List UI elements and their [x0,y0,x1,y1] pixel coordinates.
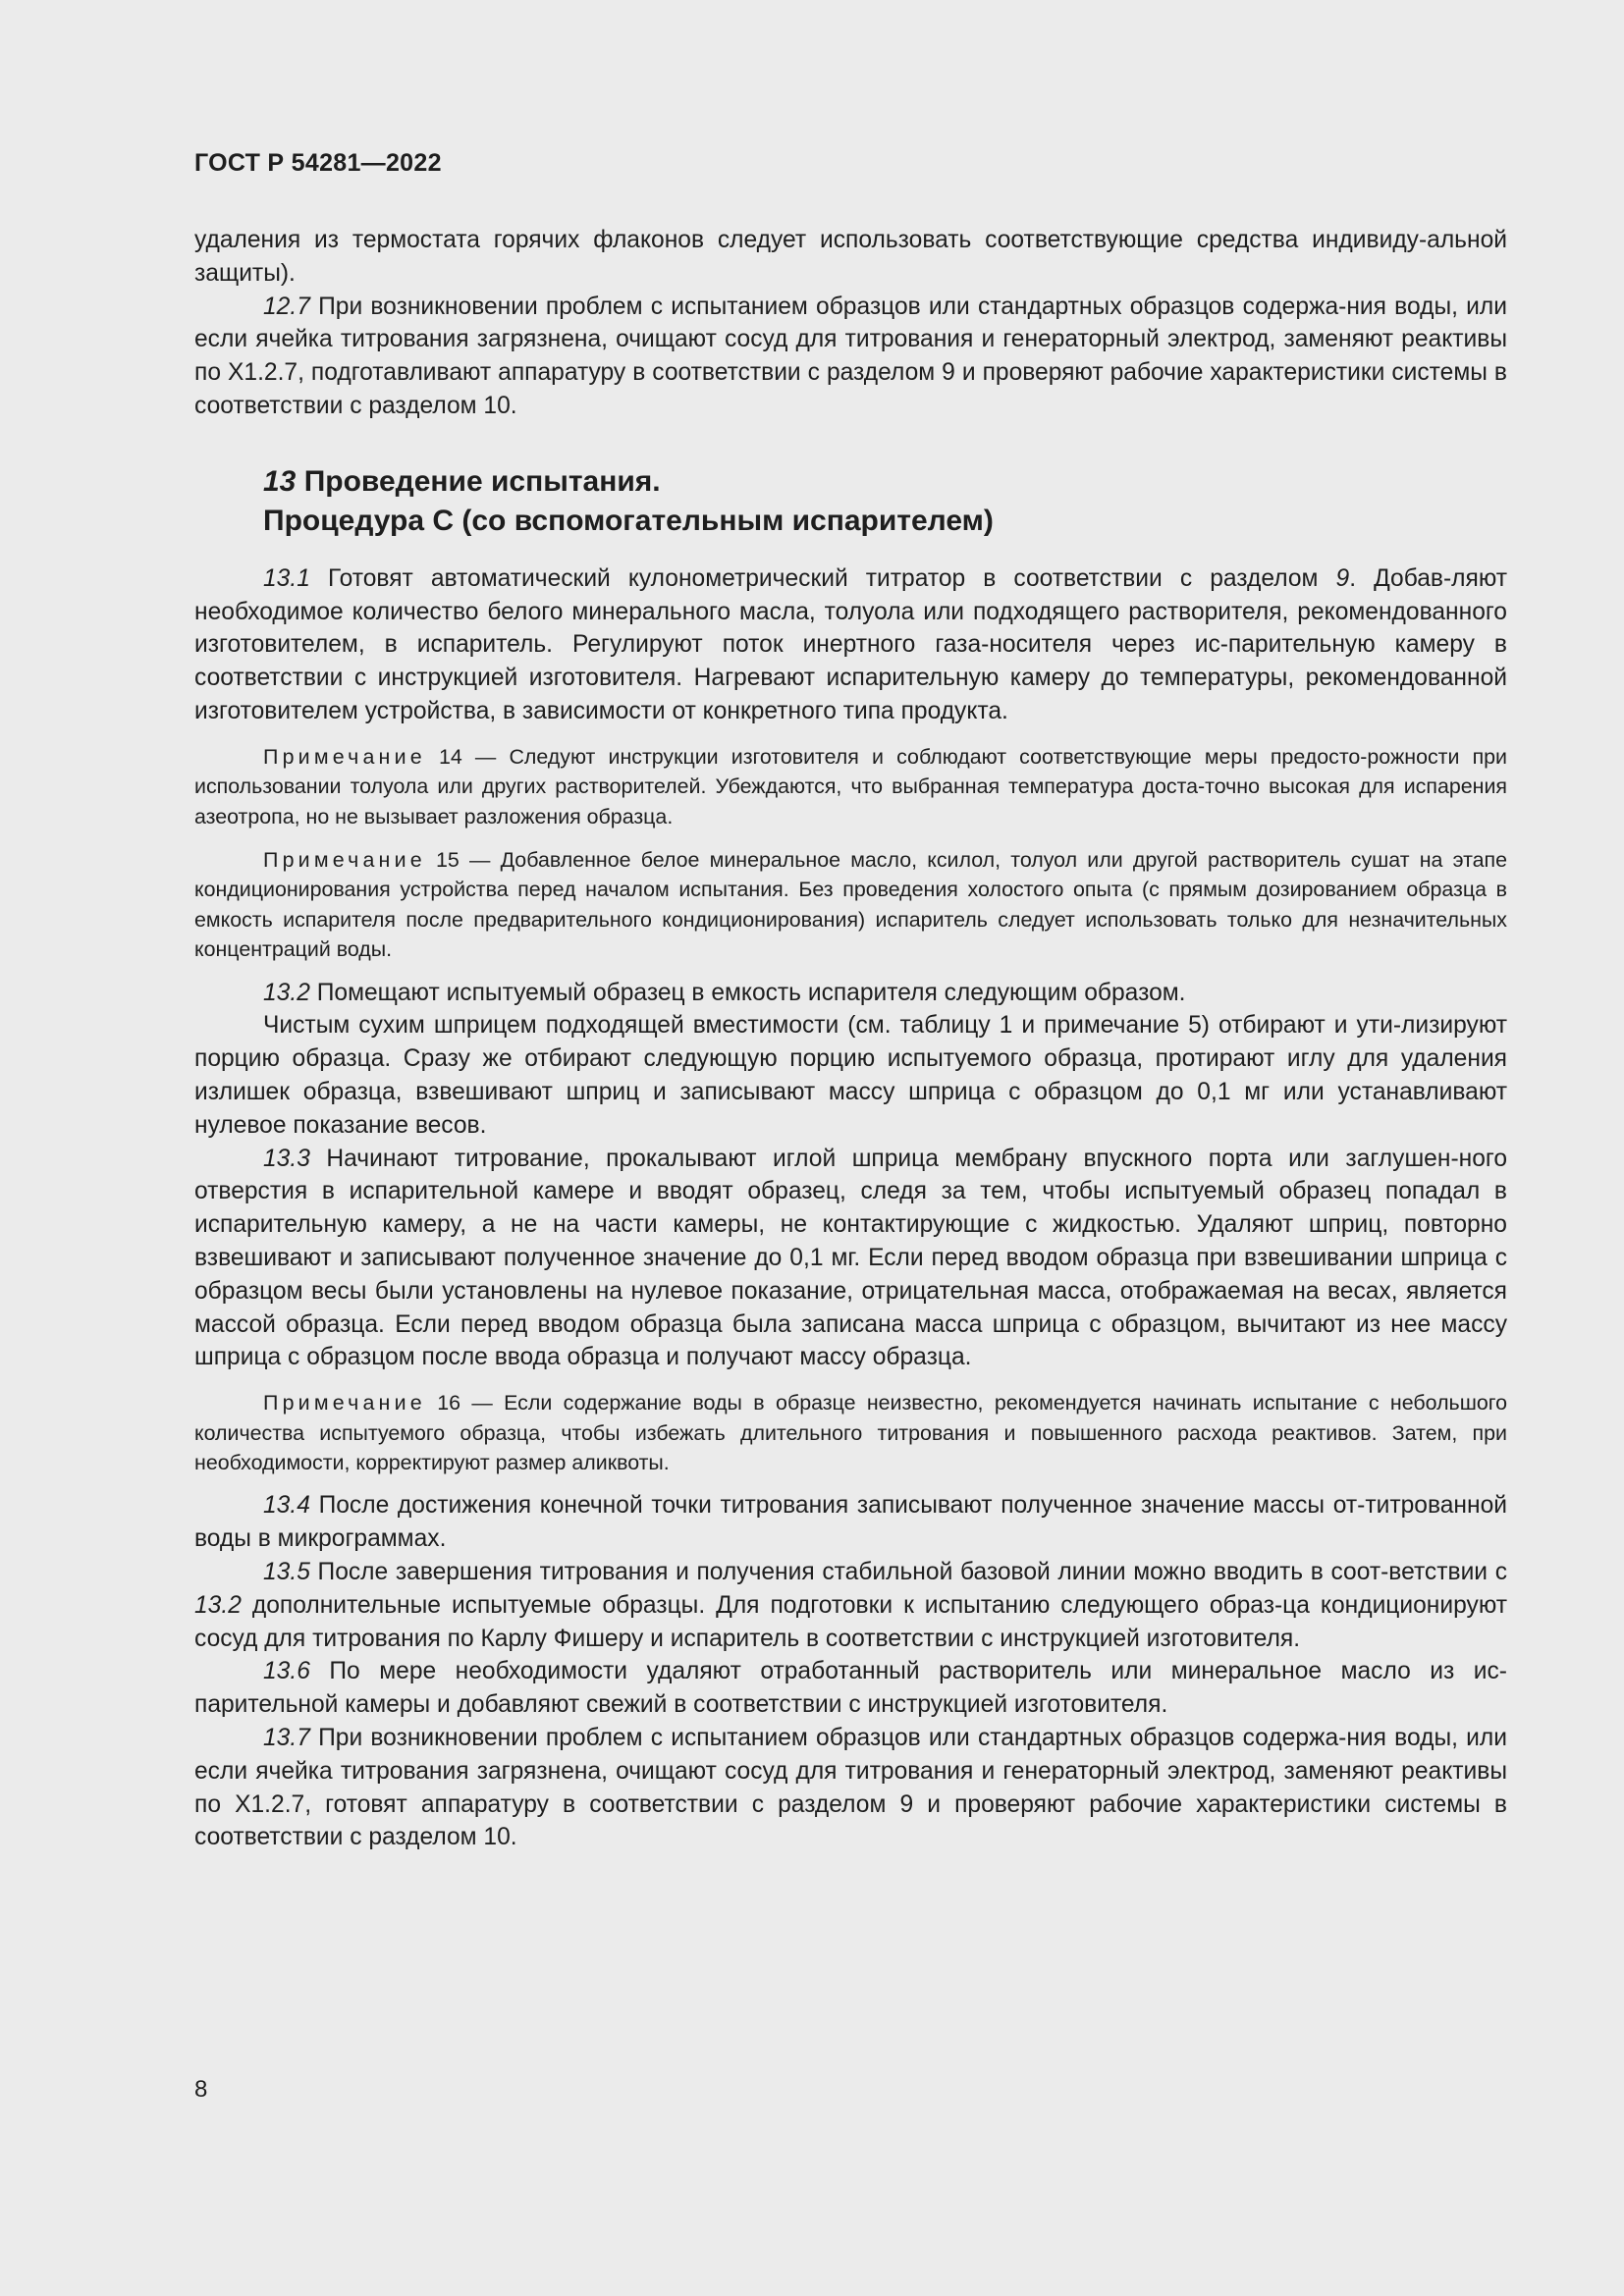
clause-13-1 [194,562,1507,728]
section-reference: 9 [1335,564,1350,592]
clause-13-6 [194,1655,1507,1722]
note-16 [194,1388,1507,1477]
clause-text: При возникновении проблем с испытанием образцов или стандартных образцов содержа-ния воды, или если ячейка титрования загрязнена, очищают сосуд для титрования и генераторный электрод, заменяют реактивы по Х1.2.7, подготавливают аппаратуру в соответствии с разделом 9 и проверяют рабочие характеристики системы в соответствии с разделом 10. [194,293,1507,419]
clause-text: Помещают испытуемый образец в емкость испарителя следующим образом. [309,979,1186,1006]
page-number: 8 [194,2076,208,2103]
clause-number: 13.4 [263,1492,310,1520]
clause-13-5 [194,1556,1507,1655]
clause-number: 13.6 [263,1658,310,1685]
document-code-header: ГОСТ Р 54281—2022 [194,149,442,177]
note-text: 14 — Следуют инструкции изготовителя и соблюдают соответствующие меры предосто-рожности при использовании толуола или других растворителей. Убеждаются, что выбранная температура доста-точно высокая для испарения азеотропа, но не вызывает разложения образца. [194,744,1507,828]
note-15 [194,845,1507,965]
section-title-text: Проведение испытания. [296,464,661,498]
clause-text: Начинают титрование, прокалывают иглой шприца мембрану впускного порта или заглушен-ного отверстия в испарительной камере и вводят образец, следя за тем, чтобы испытуемый образец попадал в испарительную камеру, а не на части камеры, не контактирующие с жидкостью. Удаляют шприц, повторно взвешивают и записывают полученное значение до 0,1 мг. Если перед вводом образца при взвешивании шприца с образцом весы были установлены на нулевое показание, отрицательная масса, отображаемая на весах, является массой образца. Если перед вводом образца была записана масса шприца с образцом, вычитают из нее массу шприца с образцом после ввода образца и получают массу образца. [194,1145,1507,1371]
clause-13-4 [194,1489,1507,1556]
clause-number: 13.3 [263,1145,310,1172]
section-heading-line-1 [263,462,1507,502]
clause-text: По мере необходимости удаляют отработанный растворитель или минеральное масло из ис-парительной камеры и добавляют свежий в соответствии с инструкцией изготовителя. [194,1658,1507,1719]
clause-number: 13.7 [263,1724,310,1751]
clause-13-7 [194,1722,1507,1854]
document-body [194,224,1507,1854]
clause-text: После завершения титрования и получения стабильной базовой линии можно вводить в соот-ветствии с [309,1558,1507,1585]
note-label: Примечание [263,744,426,769]
clause-reference: 13.2 [194,1591,242,1619]
clause-12-7 [194,291,1507,423]
note-label: Примечание [263,847,426,872]
section-number: 13 [263,464,297,498]
section-13-heading [263,462,1507,541]
clause-number: 13.2 [263,979,310,1006]
clause-number: 13.1 [263,564,310,592]
clause-13-2 [194,977,1507,1010]
note-text: 15 — Добавленное белое минеральное масло, ксилол, толуол или другой растворитель сушат на этапе кондиционирования устройства перед началом испытания. Без проведения холостого опыта (с прямым дозированием образца в емкость испарителя после предварительного кондиционирования) испаритель следует использовать только для незначительных концентраций воды. [194,847,1507,962]
clause-13-3 [194,1143,1507,1375]
clause-text: . Добав-ляют необходимое количество белого минерального масла, толуола или подходящего растворителя, рекомендованного изготовителем, в испаритель. Регулируют поток инертного газа-носителя через ис-парительную камеру в соответствии с инструкцией изготовителя. Нагревают испарительную камеру до температуры, рекомендованной изготовителем устройства, в зависимости от конкретного типа продукта. [194,564,1508,724]
clause-number: 13.5 [263,1558,310,1585]
section-heading-line-2: Процедура С (со вспомогательным испарителем) [263,504,994,537]
paragraph-continuation: удаления из термостата горячих флаконов следует использовать соответствующие средства индивиду-альной защиты). [194,227,1507,287]
clause-text: При возникновении проблем с испытанием образцов или стандартных образцов содержа-ния воды, или если ячейка титрования загрязнена, очищают сосуд для титрования и генераторный электрод, заменяют реактивы по Х1.2.7, готовят аппаратуру в соответствии с разделом 9 и проверяют рабочие характеристики системы в соответствии с разделом 10. [194,1724,1507,1851]
clause-number: 12.7 [263,293,310,320]
note-14 [194,742,1507,831]
note-label: Примечание [263,1391,426,1415]
clause-13-2-detail: Чистым сухим шприцем подходящей вместимости (см. таблицу 1 и примечание 5) отбирают и ути-лизируют порцию образца. Сразу же отбирают следующую порцию испытуемого образца, протирают иглу для удаления излишек образца, взвешивают шприц и записывают массу шприца с образцом до 0,1 мг или устанавливают нулевое показание весов. [194,1012,1507,1139]
note-text: 16 — Если содержание воды в образце неизвестно, рекомендуется начинать испытание с небольшого количества испытуемого образца, чтобы избежать длительного титрования и повышенного расхода реактивов. Затем, при необходимости, корректируют размер аликвоты. [194,1391,1507,1474]
clause-text: дополнительные испытуемые образцы. Для подготовки к испытанию следующего образ-ца кондиционируют сосуд для титрования по Карлу Фишеру и испаритель в соответствии с инструкцией изготовителя. [194,1591,1507,1652]
document-page [194,0,1507,2296]
clause-text: Готовят автоматический кулонометрический титратор в соответствии с разделом [309,564,1336,592]
clause-text: После достижения конечной точки титрования записывают полученное значение массы от-титрованной воды в микрограммах. [194,1492,1507,1553]
